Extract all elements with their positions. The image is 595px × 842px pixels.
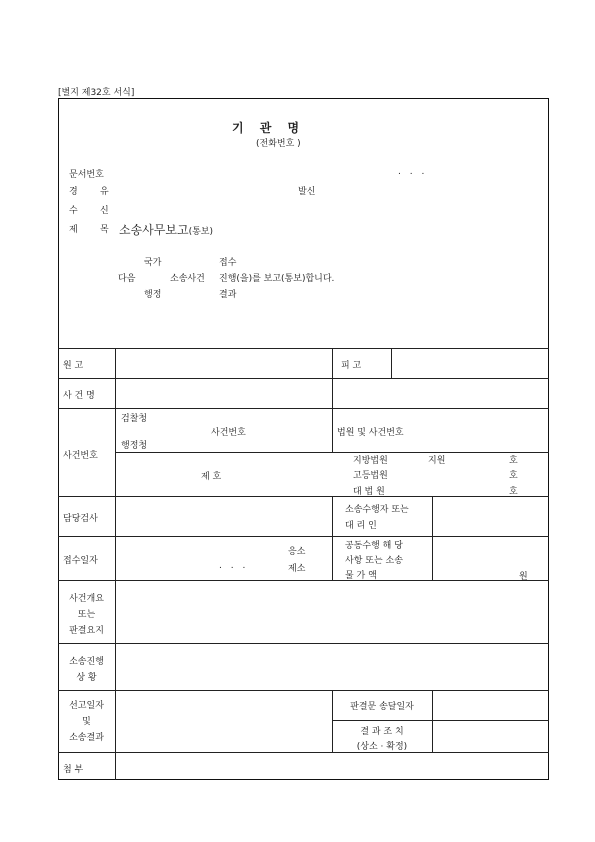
via-label-a: 경 xyxy=(69,187,78,197)
supreme-court: 대 법 원 xyxy=(353,487,385,497)
rule xyxy=(115,452,549,453)
subject-label-a: 제 xyxy=(69,225,78,235)
subject-main: 소송사무보고 xyxy=(119,223,189,237)
body-bot-left: 행정 xyxy=(144,290,162,300)
date-dots: . . . xyxy=(398,167,428,177)
rule xyxy=(58,348,549,349)
case-number-label: 사건번호 xyxy=(63,451,98,461)
agency-name: 기 관 명 xyxy=(232,121,306,135)
form-label: [별지 제32호 서식] xyxy=(58,88,135,98)
response-label: 응소 xyxy=(288,547,306,557)
defendant-label: 피 고 xyxy=(341,361,362,371)
litigant-line1: 소송수행자 또는 xyxy=(345,505,409,515)
rule xyxy=(58,536,549,537)
delivery-date-label: 판결문 송달일자 xyxy=(350,702,414,712)
verdict-line2: 및 xyxy=(82,717,91,727)
subject-paren: (통보) xyxy=(188,227,213,237)
rule xyxy=(58,643,549,644)
received-date-label: 접수일자 xyxy=(63,556,98,566)
rule xyxy=(332,720,549,721)
body-top-left: 국가 xyxy=(144,258,162,268)
district-court: 지방법원 xyxy=(353,456,388,466)
ho-1: 호 xyxy=(509,456,518,466)
branch-court: 지원 xyxy=(428,456,446,466)
rule xyxy=(391,348,392,378)
joint-line2: 사항 또는 소송 xyxy=(345,556,403,566)
summary-line3: 판결요지 xyxy=(69,626,104,636)
litigant-line2: 대 리 인 xyxy=(345,521,377,531)
prosecutor-label: 담당검사 xyxy=(63,514,98,524)
rule xyxy=(58,408,549,409)
rule xyxy=(58,690,549,691)
rule xyxy=(115,348,116,780)
phone-label: (전화번호 ) xyxy=(256,139,301,149)
prosecutor-office: 검찰청 xyxy=(121,414,148,424)
action-line1: 결 과 조 치 xyxy=(360,727,404,737)
ho-2: 호 xyxy=(509,471,518,481)
attachment-label: 첨 부 xyxy=(63,765,84,775)
high-court: 고등법원 xyxy=(353,471,388,481)
subject-label-b: 목 xyxy=(100,225,109,235)
case-name-label: 사 건 명 xyxy=(63,391,95,401)
court-and-case-no: 법원 및 사건번호 xyxy=(337,428,404,438)
rule xyxy=(58,752,549,753)
body-mid-case: 소송사건 xyxy=(170,274,205,284)
recipient-label-a: 수 xyxy=(69,206,78,216)
issue-number-label: 제 호 xyxy=(201,472,222,482)
subject-text xyxy=(119,219,213,238)
recipient-label-b: 신 xyxy=(100,206,109,216)
case-no-inner: 사건번호 xyxy=(211,428,246,438)
rule xyxy=(432,690,433,752)
rule xyxy=(332,408,333,452)
rule xyxy=(58,496,549,497)
verdict-line3: 소송결과 xyxy=(69,733,104,743)
summary-line1: 사건개요 xyxy=(69,594,104,604)
rule xyxy=(332,348,333,408)
rule xyxy=(432,496,433,580)
plaintiff-label: 원 고 xyxy=(63,361,84,371)
filing-label: 제소 xyxy=(288,564,306,574)
won-label: 원 xyxy=(519,572,528,582)
joint-line1: 공동수행 해 당 xyxy=(345,541,403,551)
action-line2: (상소 · 확정) xyxy=(356,742,408,752)
via-label-b: 유 xyxy=(100,187,109,197)
admin-office: 행정청 xyxy=(121,441,148,451)
sender-label: 발신 xyxy=(298,187,316,197)
progress-line2: 상 황 xyxy=(76,673,97,683)
ho-3: 호 xyxy=(509,487,518,497)
rule xyxy=(332,496,333,580)
progress-line1: 소송진행 xyxy=(69,657,104,667)
rule xyxy=(58,580,549,581)
body-top-right: 접수 xyxy=(219,258,237,268)
body-bot-right: 결과 xyxy=(219,290,237,300)
body-mid-prefix: 다음 xyxy=(118,274,136,284)
received-dots: . . . xyxy=(219,561,249,571)
verdict-line1: 선고일자 xyxy=(69,701,104,711)
summary-line2: 또는 xyxy=(77,610,96,620)
body-mid-text: 진행(을)를 보고(통보)합니다. xyxy=(219,274,335,284)
rule xyxy=(58,378,549,379)
joint-line3: 물 가 액 xyxy=(345,571,377,581)
doc-number-label: 문서번호 xyxy=(69,170,104,180)
